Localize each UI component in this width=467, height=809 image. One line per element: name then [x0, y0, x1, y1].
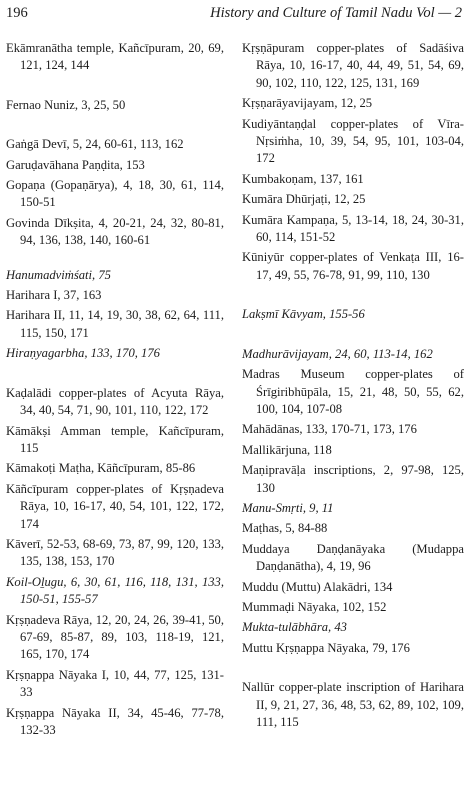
index-entry: Madhurāvijayam, 24, 60, 113-14, 162 — [242, 346, 433, 361]
index-entry: Kṛṣṇāpuram copper-plates of Sadāśiva Rāya, 10, 16-17, 40, 44, 49, 51, 54, 69, 90, 102, 110, 122, 125, 131, 169 — [242, 41, 464, 90]
index-entry: Kāverī, 52-53, 68-69, 73, 87, 99, 120, 133, 135, 138, 153, 170 — [6, 536, 224, 569]
index-entry: Kāmākṣi Amman temple, Kañcīpuram, 115 — [6, 423, 224, 455]
index-entry: Maṇipravāḷa inscriptions, 2, 97-98, 125, 130 — [242, 463, 464, 495]
running-header — [6, 2, 462, 24]
index-entry: Koil-Oḻugu, 6, 30, 61, 116, 118, 131, 133, 150-51, 155-57 — [6, 574, 224, 607]
index-entry: Manu-Smṛti, 9, 11 — [242, 500, 334, 515]
index-entry: Mahādānas, 133, 170-71, 173, 176 — [242, 422, 417, 437]
index-entry: Maṭhas, 5, 84-88 — [242, 521, 328, 536]
index-entry: Mallikārjuna, 118 — [242, 442, 332, 457]
index-column-right — [242, 40, 464, 731]
index-entry: Kūniyūr copper-plates of Venkaṭa III, 16-17, 49, 55, 76-78, 91, 99, 110, 130 — [242, 250, 464, 282]
index-entry: Kāñcīpuram copper-plates of Kṛṣṇadeva Rāya, 10, 16-17, 40, 54, 101, 122, 172, 174 — [6, 481, 224, 531]
index-entry: Hanumadviṁśati, 75 — [6, 267, 111, 282]
index-entry: Kṛṣṇadeva Rāya, 12, 20, 24, 26, 39-41, 50, 67-69, 85-87, 89, 103, 118-19, 121, 165, 170, 174 — [6, 612, 224, 662]
index-entry: Kṛṣṇappa Nāyaka I, 10, 44, 77, 125, 131-33 — [6, 667, 224, 700]
index-entry: Kṛṣṇappa Nāyaka II, 34, 45-46, 77-78, 132-33 — [6, 705, 224, 737]
index-entry: Kṛṣṇarāyavijayam, 12, 25 — [242, 96, 373, 111]
index-entry: Ekāmranātha temple, Kañcīpuram, 20, 69, 121, 124, 144 — [6, 41, 224, 73]
index-entry: Muddu (Muttu) Alakādri, 134 — [242, 579, 393, 594]
index-entry: Lakṣmī Kāvyam, 155-56 — [242, 307, 365, 322]
index-entry: Garuḍavāhana Paṇḍita, 153 — [6, 157, 145, 172]
index-entry: Kāmakoṭi Maṭha, Kāñcīpuram, 85-86 — [6, 461, 196, 476]
index-entry: Kaḍalādi copper-plates of Acyuta Rāya, 34, 40, 54, 71, 90, 101, 110, 122, 172 — [6, 385, 224, 418]
index-entry: Hiraṇyagarbha, 133, 170, 176 — [6, 346, 160, 361]
index-entry: Madras Museum copper-plates of Śrīgiribhūpāla, 15, 21, 48, 50, 55, 62, 100, 104, 107-08 — [242, 367, 464, 416]
index-entry: Muttu Kṛṣṇappa Nāyaka, 79, 176 — [242, 640, 410, 655]
index-entry: Mummaḍi Nāyaka, 102, 152 — [242, 599, 387, 614]
index-entry: Muddaya Daṇḍanāyaka (Mudappa Daṇḍanātha), 4, 19, 96 — [242, 541, 464, 574]
index-entry: Nallūr copper-plate inscription of Harihara II, 9, 21, 27, 36, 48, 53, 62, 89, 102, 109, 111, 115 — [242, 680, 464, 729]
index-entry: Kumbakoṇam, 137, 161 — [242, 171, 364, 186]
index-entry: Harihara II, 11, 14, 19, 30, 38, 62, 64, 111, 115, 150, 171 — [6, 308, 224, 340]
index-entry: Mukta-tulābhāra, 43 — [242, 620, 347, 635]
page-number: 196 — [6, 5, 28, 21]
index-entry: Harihara I, 37, 163 — [6, 288, 102, 303]
index-entry: Kumāra Dhūrjaṭi, 12, 25 — [242, 192, 366, 207]
index-entry: Kudiyāntaṇḍal copper-plates of Vīra-Nṛsiṁha, 10, 39, 54, 95, 101, 103-04, 172 — [242, 116, 464, 166]
index-entry: Gopaṇa (Gopaṇārya), 4, 18, 30, 61, 114, 150-51 — [6, 178, 224, 210]
index-entry: Kumāra Kampaṇa, 5, 13-14, 18, 24, 30-31, 60, 114, 151-52 — [242, 212, 464, 245]
index-entry: Fernao Nuniz, 3, 25, 50 — [6, 97, 126, 112]
index-entry: Gaṅgā Devī, 5, 24, 60-61, 113, 162 — [6, 137, 184, 152]
index-column-left — [6, 40, 224, 739]
running-title: History and Culture of Tamil Nadu Vol — 2 — [210, 5, 462, 21]
index-entry: Govinda Dīkṣita, 4, 20-21, 24, 32, 80-81, 94, 136, 138, 140, 160-61 — [6, 215, 224, 248]
